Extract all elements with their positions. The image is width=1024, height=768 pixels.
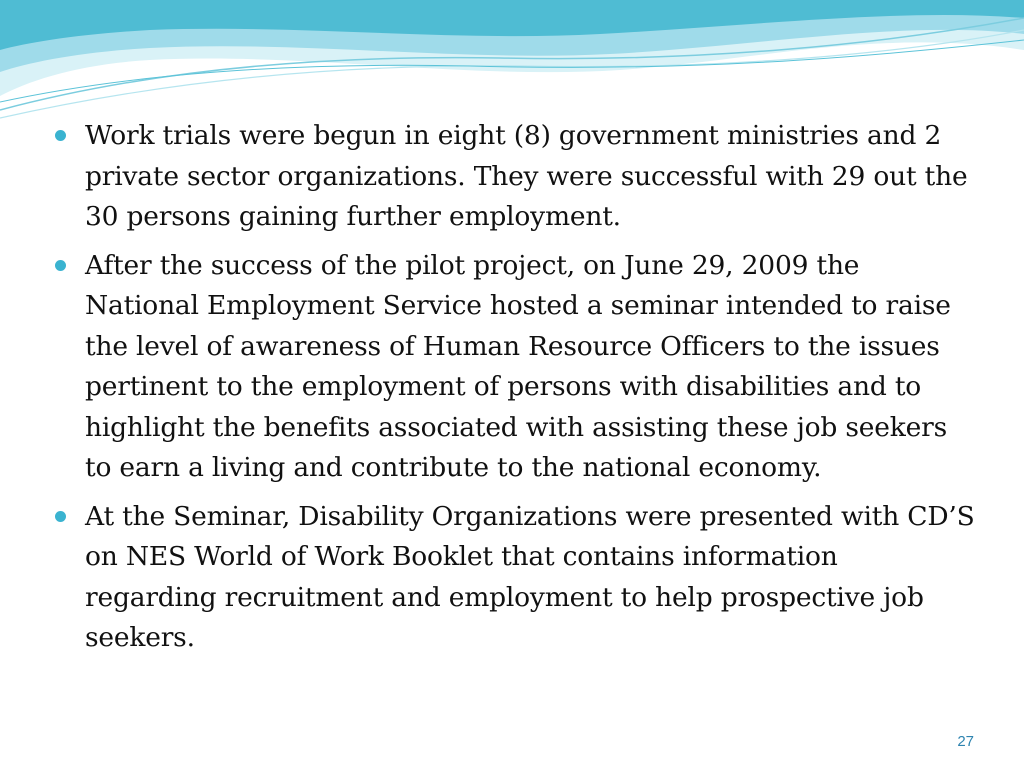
page-number: 27 — [957, 733, 974, 750]
bullet-item-work-trials — [55, 116, 975, 238]
bullet-icon — [55, 511, 66, 522]
bullet-text: At the Seminar, Disability Organizations were presented with CD’S on NES World of Work Booklet that contains information regarding recruitment and employment to help prospective job seekers. — [85, 500, 975, 653]
bullet-item-seminar — [55, 246, 975, 489]
bullet-text: Work trials were begun in eight (8) government ministries and 2 private sector organizations. They were successful with 29 out the 30 persons gaining further employment. — [85, 120, 968, 232]
bullet-icon — [55, 130, 66, 141]
bullet-list — [55, 116, 975, 667]
bullet-icon — [55, 260, 66, 271]
bullet-item-booklet — [55, 497, 975, 659]
bullet-text: After the success of the pilot project, on June 29, 2009 the National Employment Service hosted a seminar intended to raise the level of awareness of Human Resource Officers to the issues pertinent to the employment of persons with disabilities and to highlight the benefits associated with assisting these job seekers to earn a living and contribute to the national economy. — [85, 249, 951, 483]
header-wave-decoration — [0, 0, 1024, 130]
